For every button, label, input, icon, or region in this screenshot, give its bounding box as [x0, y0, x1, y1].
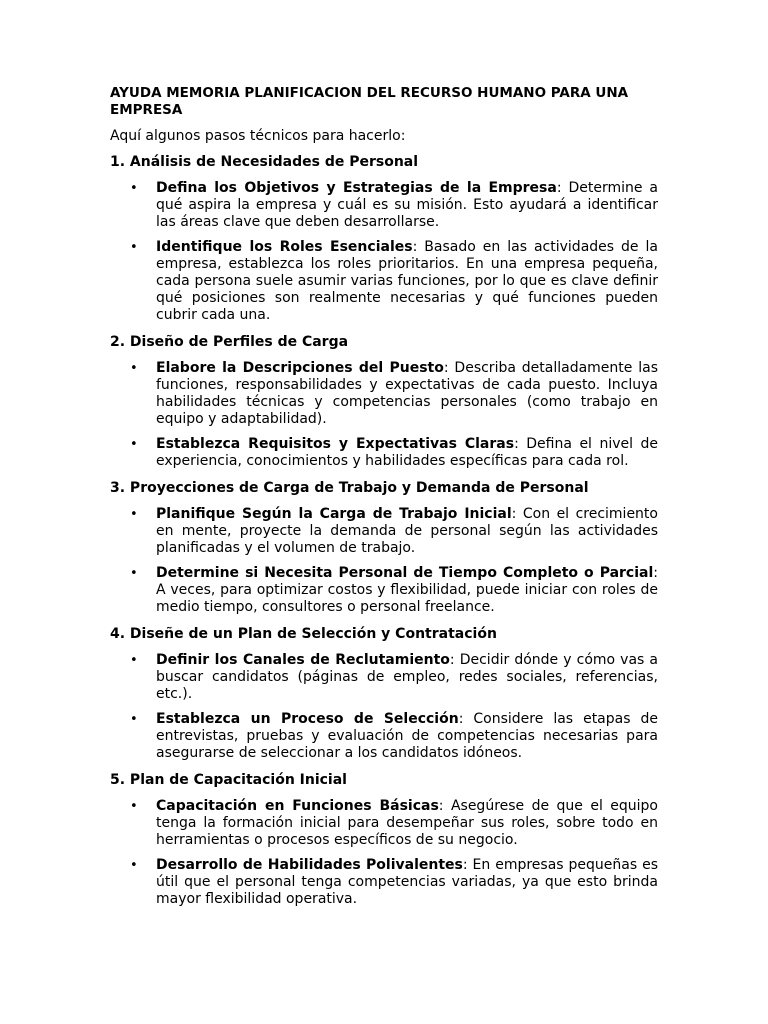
list-item [110, 798, 658, 849]
list-item [110, 565, 658, 616]
item-text: : Con el crecimiento en mente, proyecte la demanda de personal según las actividades planificadas y el volumen de trabajo. [156, 506, 658, 556]
list-item [110, 652, 658, 703]
bullet-icon: • [130, 799, 138, 814]
item-text: : Describa detalladamente las funciones, responsabilidades y expectativas de cada puesto. Incluya habilidades técnicas y competencias personales (como trabajo en equipo y adaptabilidad). [156, 360, 658, 427]
item-term: Elabore la Descripciones del Puesto [156, 360, 444, 376]
item-text: : Determine a qué aspira la empresa y cuál es su misión. Esto ayudará a identificar las áreas clave que deben desarrollarse. [156, 180, 659, 230]
item-text: : Defina el nivel de experiencia, conocimientos y habilidades específicas para cada rol. [156, 436, 658, 469]
bullet-icon: • [130, 181, 138, 196]
bullet-icon: • [130, 858, 138, 873]
section-heading-1: 1. Análisis de Necesidades de Personal [110, 154, 419, 170]
section-list-2 [110, 360, 658, 470]
item-term: Identifique los Roles Esenciales [156, 239, 413, 255]
section-heading-5: 5. Plan de Capacitación Inicial [110, 772, 347, 788]
item-term: Defina los Objetivos y Estrategias de la Empresa [156, 180, 557, 196]
bullet-icon: • [130, 507, 138, 522]
list-item [110, 857, 658, 908]
document-title: AYUDA MEMORIA PLANIFICACION DEL RECURSO HUMANO PARA UNA EMPRESA [110, 85, 629, 118]
bullet-icon: • [130, 437, 138, 452]
list-item [110, 436, 658, 470]
list-item [110, 711, 658, 762]
section-list-3 [110, 506, 658, 616]
document-body [110, 85, 658, 918]
item-term: Determine si Necesita Personal de Tiempo Completo o Parcial [156, 565, 654, 581]
section-heading-3: 3. Proyecciones de Carga de Trabajo y Demanda de Personal [110, 480, 589, 496]
item-text: : En empresas pequeñas es útil que el personal tenga competencias variadas, ya que esto brinda mayor flexibilidad operativa. [156, 857, 658, 907]
item-term: Establezca un Proceso de Selección [156, 711, 459, 727]
item-term: Capacitación en Funciones Básicas [156, 798, 439, 814]
bullet-icon: • [130, 712, 138, 727]
item-term: Planifique Según la Carga de Trabajo Inicial [156, 506, 512, 522]
item-text: : Asegúrese de que el equipo tenga la formación inicial para desempeñar sus roles, sobre todo en herramientas o procesos específicos de su negocio. [156, 798, 658, 848]
item-text: : A veces, para optimizar costos y flexibilidad, puede iniciar con roles de medio tiempo, consultores o personal freelance. [156, 565, 658, 615]
item-term: Definir los Canales de Reclutamiento [156, 652, 450, 668]
bullet-icon: • [130, 361, 138, 376]
list-item [110, 180, 658, 231]
section-list-1 [110, 180, 658, 324]
section-list-5 [110, 798, 658, 908]
list-item [110, 360, 658, 428]
item-term: Desarrollo de Habilidades Polivalentes [156, 857, 463, 873]
intro-paragraph: Aquí algunos pasos técnicos para hacerlo: [110, 128, 406, 144]
list-item [110, 239, 658, 324]
bullet-icon: • [130, 240, 138, 255]
bullet-icon: • [130, 653, 138, 668]
item-text: : Decidir dónde y cómo vas a buscar candidatos (páginas de empleo, redes sociales, referencias, etc.). [156, 652, 659, 702]
item-term: Establezca Requisitos y Expectativas Claras [156, 436, 515, 452]
list-item [110, 506, 658, 557]
section-heading-4: 4. Diseñe de un Plan de Selección y Contratación [110, 626, 497, 642]
section-heading-2: 2. Diseño de Perfiles de Carga [110, 334, 349, 350]
bullet-icon: • [130, 566, 138, 581]
section-list-4 [110, 652, 658, 762]
item-text: : Basado en las actividades de la empresa, establezca los roles prioritarios. En una empresa pequeña, cada persona suele asumir varias funciones, por lo que es clave definir qué posiciones son realmente necesarias y qué funciones pueden cubrir cada una. [156, 239, 658, 323]
item-text: : Considere las etapas de entrevistas, pruebas y evaluación de competencias necesarias para asegurarse de seleccionar a los candidatos idóneos. [156, 711, 659, 761]
